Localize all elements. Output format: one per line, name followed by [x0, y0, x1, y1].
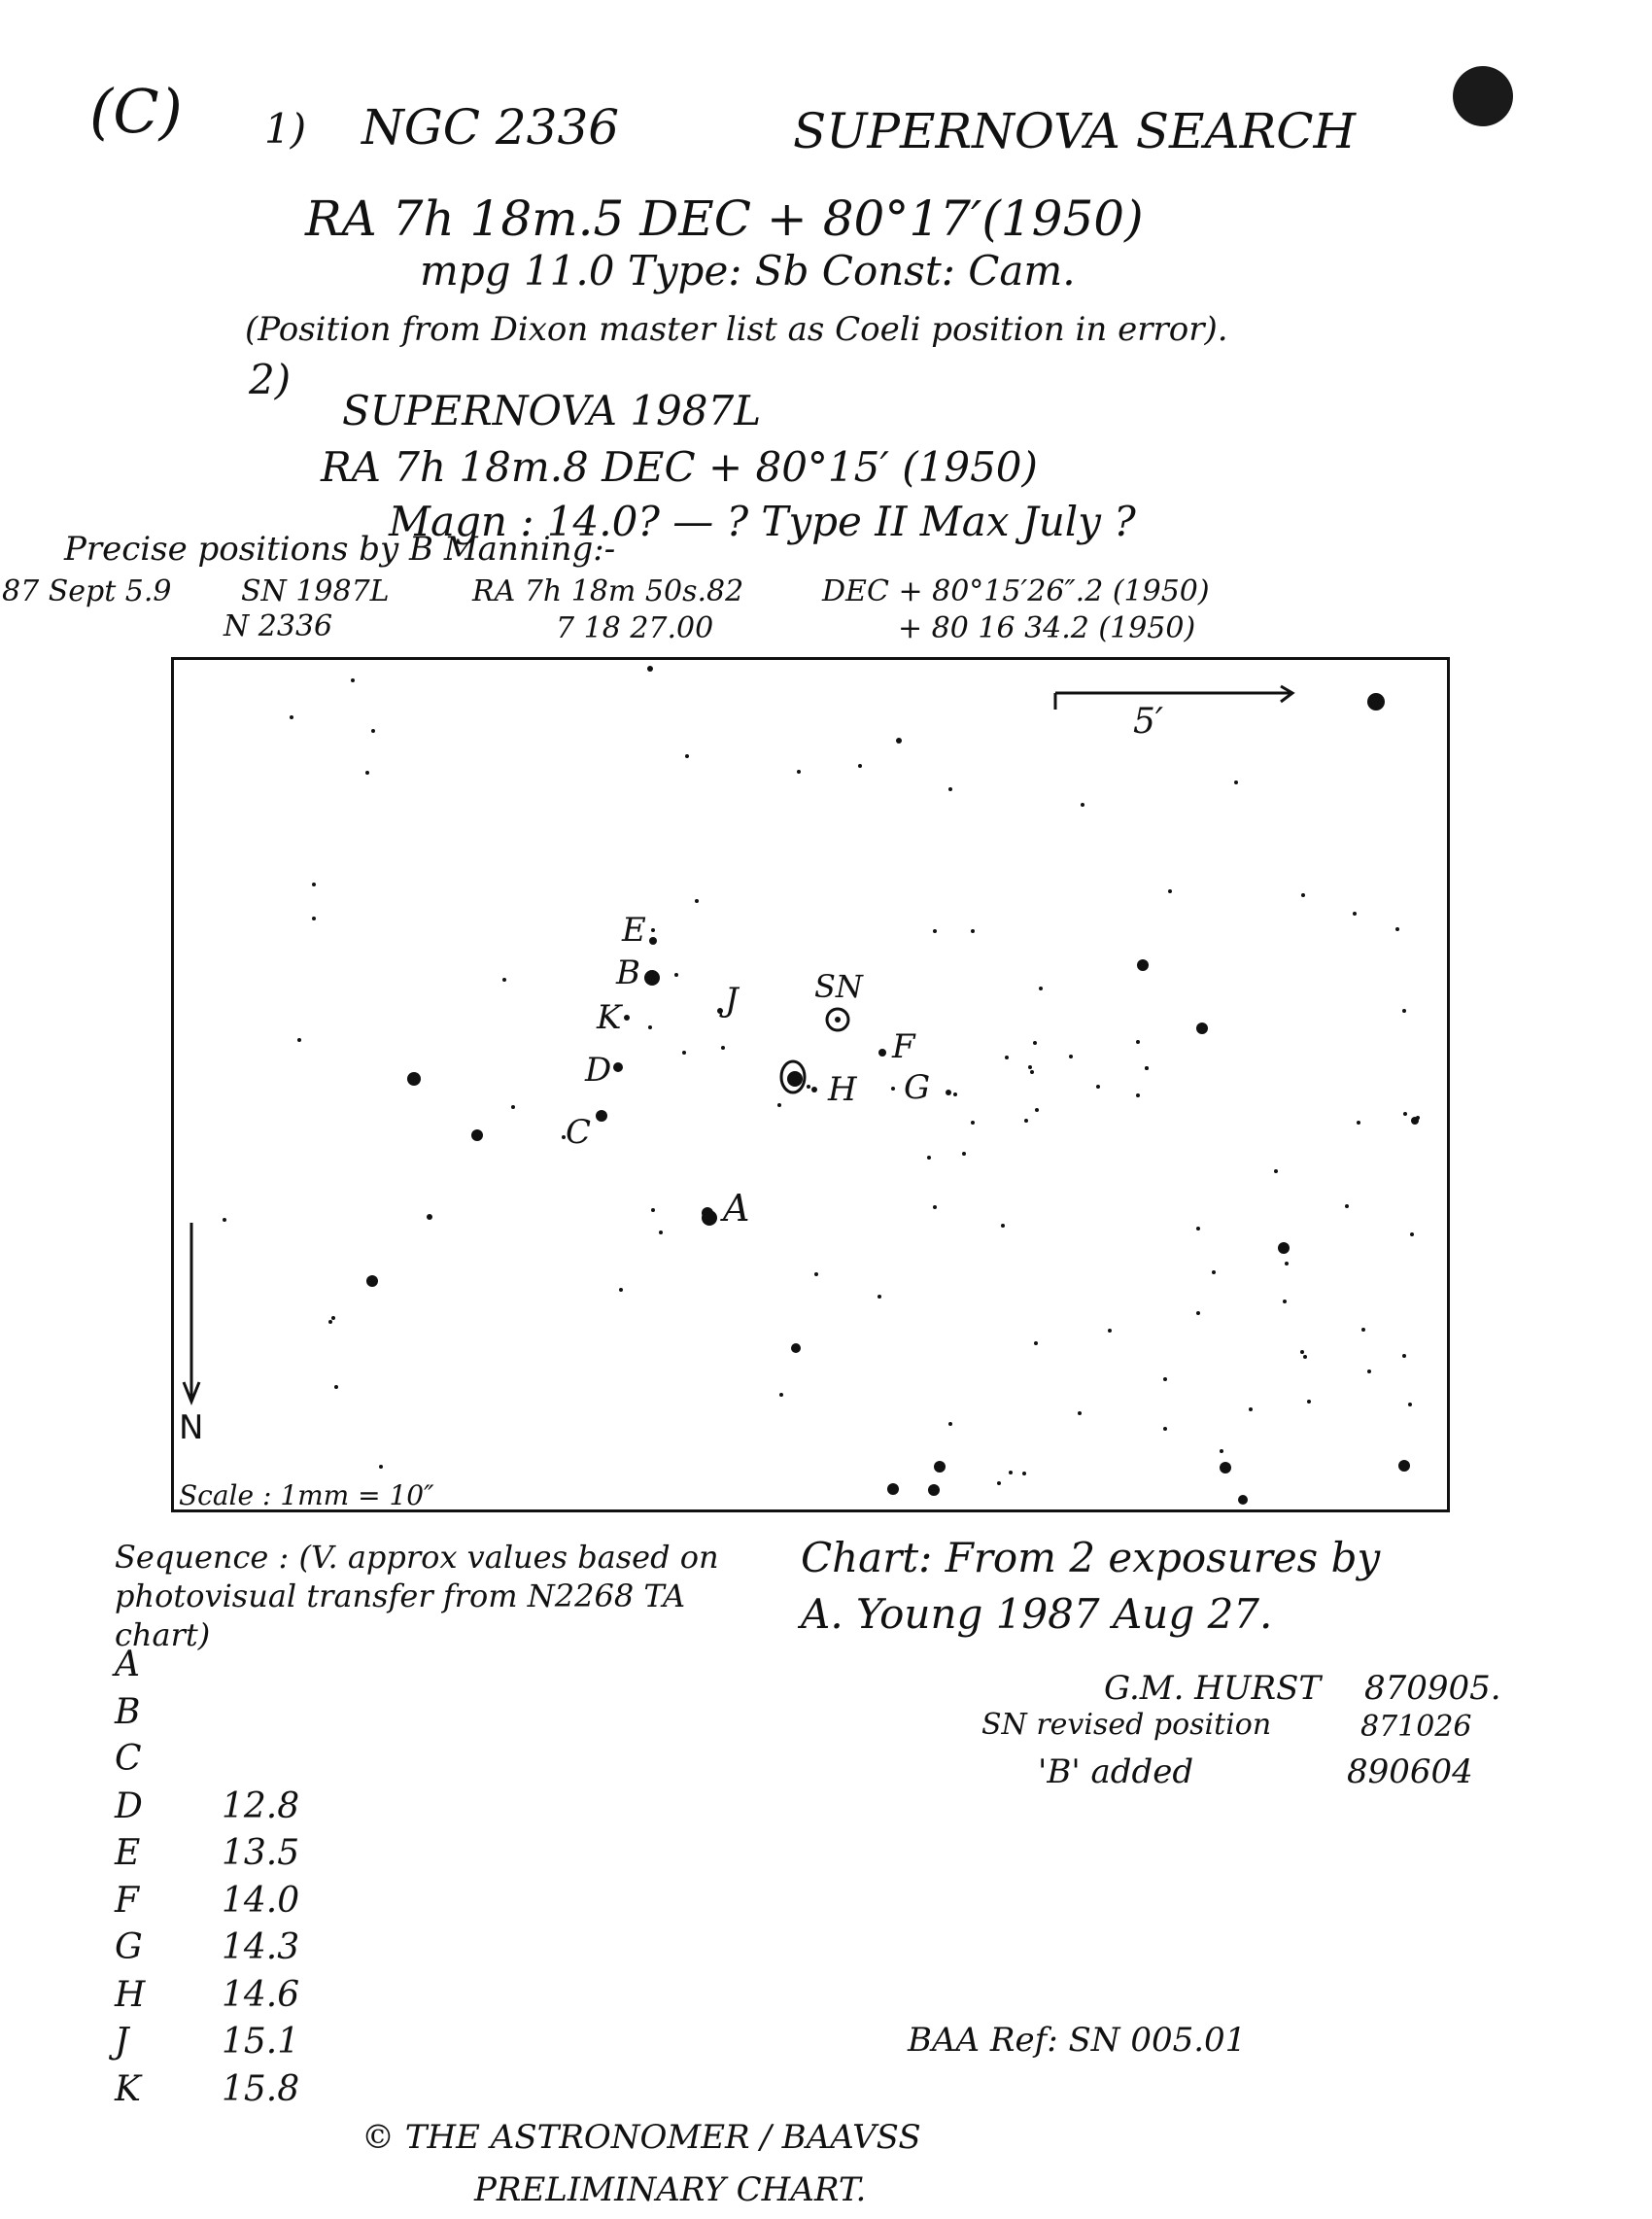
sequence-row	[115, 2069, 299, 2109]
field-star	[797, 770, 801, 774]
field-star	[1078, 1411, 1082, 1415]
field-star	[1039, 987, 1043, 990]
star-E-label: E	[622, 911, 646, 950]
copyright-line: © THE ASTRONOMER / BAAVSS	[361, 2118, 921, 2157]
field-star	[1096, 1085, 1100, 1089]
sequence-star-magnitude: 14.3	[222, 1927, 300, 1967]
star-C-marker	[596, 1110, 607, 1122]
sequence-row	[115, 1927, 299, 1967]
ink-blot	[1453, 66, 1513, 126]
item1-subtitle: SUPERNOVA SEARCH	[793, 103, 1357, 159]
author-date: 870905.	[1364, 1669, 1501, 1708]
field-star	[1163, 1427, 1167, 1431]
sequence-star-label: B	[115, 1691, 141, 1732]
scale-bar-label: 5′	[1133, 702, 1164, 742]
field-star	[695, 899, 699, 903]
field-star	[647, 666, 653, 672]
chart-credit-line1: Chart: From 2 exposures by	[801, 1534, 1381, 1581]
field-star	[407, 1072, 421, 1086]
item2-coords: RA 7h 18m.8 DEC + 80°15′ (1950)	[321, 443, 1038, 491]
supernova-center	[835, 1017, 841, 1023]
field-star	[933, 1205, 937, 1209]
field-star	[1345, 1204, 1349, 1208]
field-star	[777, 1103, 781, 1107]
field-star	[891, 1087, 895, 1091]
star-D-marker	[613, 1062, 623, 1072]
sequence-star-magnitude: 13.5	[222, 1833, 300, 1873]
field-star	[1303, 1355, 1307, 1359]
sequence-star-label: G	[115, 1927, 143, 1967]
author-name: G.M. HURST	[1104, 1669, 1322, 1708]
field-star	[1024, 1119, 1028, 1123]
field-star	[1402, 1354, 1406, 1358]
star-J-marker	[717, 1008, 723, 1014]
precise-row1-date: 87 Sept 5.9	[2, 574, 172, 608]
field-star	[1249, 1407, 1253, 1411]
field-star	[928, 1484, 940, 1496]
sequence-row	[115, 1692, 222, 1732]
field-star	[1137, 959, 1149, 971]
field-star	[1367, 1370, 1371, 1373]
section-label: (C)	[89, 76, 183, 147]
field-star	[1403, 1112, 1407, 1116]
sequence-star-magnitude: 15.1	[222, 2022, 300, 2062]
field-star	[427, 1214, 432, 1220]
sequence-row	[115, 1881, 299, 1921]
field-star	[1168, 889, 1172, 893]
precise-row1-dec: DEC + 80°15′26″.2 (1950)	[822, 574, 1210, 608]
field-star	[682, 1051, 686, 1055]
field-star	[312, 883, 316, 886]
field-star	[1220, 1462, 1231, 1474]
field-star	[1367, 693, 1385, 711]
field-star	[223, 1218, 226, 1222]
field-star	[328, 1320, 332, 1324]
field-star	[948, 787, 952, 791]
baa-reference: BAA Ref: SN 005.01	[908, 2021, 1247, 2060]
star-B-marker	[644, 970, 660, 986]
precise-row2-dec: + 80 16 34.2 (1950)	[898, 611, 1196, 645]
field-star	[511, 1105, 515, 1109]
field-star	[1278, 1242, 1290, 1254]
field-star	[379, 1465, 383, 1469]
sequence-row	[115, 2022, 299, 2062]
field-star	[290, 715, 293, 719]
field-star	[858, 764, 862, 768]
field-star	[366, 1275, 378, 1287]
field-star	[1398, 1460, 1410, 1472]
field-star	[471, 1129, 483, 1141]
sequence-star-label: F	[115, 1880, 139, 1921]
star-F-label: F	[892, 1027, 915, 1066]
scale-bar	[1055, 686, 1292, 710]
star-H-marker	[811, 1087, 817, 1092]
field-star	[1301, 893, 1305, 897]
field-star	[1416, 1116, 1420, 1120]
field-star	[648, 1025, 652, 1029]
field-star	[351, 678, 355, 682]
star-J-label: J	[725, 981, 739, 1020]
star-G-marker	[946, 1090, 951, 1095]
sequence-row	[115, 1645, 222, 1684]
star-A-marker	[702, 1210, 717, 1226]
sequence-star-label: K	[115, 2068, 141, 2109]
field-star	[1395, 927, 1399, 931]
star-K-marker	[624, 1015, 630, 1021]
field-star	[1285, 1262, 1289, 1266]
sequence-row	[115, 1786, 299, 1826]
field-star	[685, 754, 689, 758]
field-star	[1300, 1350, 1304, 1354]
field-star	[1028, 1065, 1032, 1069]
star-F-marker	[878, 1049, 886, 1057]
sequence-star-magnitude: 14.6	[222, 1974, 300, 2015]
field-star	[878, 1295, 881, 1299]
field-star	[1030, 1070, 1034, 1074]
chart-credit-line2: A. Young 1987 Aug 27.	[801, 1590, 1273, 1638]
item2-title: SUPERNOVA 1987L	[342, 387, 762, 434]
preliminary-chart-line: PRELIMINARY CHART.	[474, 2170, 867, 2209]
field-star	[334, 1385, 338, 1389]
field-star	[1136, 1040, 1140, 1044]
field-star	[1234, 780, 1238, 784]
field-star	[312, 917, 316, 920]
sequence-star-magnitude: 15.8	[222, 2068, 300, 2109]
sequence-star-label: A	[115, 1645, 140, 1684]
star-D-label: D	[585, 1051, 612, 1090]
field-star	[896, 738, 902, 744]
field-star	[1145, 1066, 1149, 1070]
field-star	[971, 929, 975, 933]
sequence-row	[115, 1833, 299, 1873]
precise-heading: Precise positions by B Manning:-	[64, 530, 616, 569]
field-star	[1136, 1093, 1140, 1097]
sequence-star-label: J	[115, 2022, 129, 2062]
item1-title: NGC 2336	[361, 99, 620, 156]
north-label: N	[179, 1408, 204, 1447]
star-chart	[171, 657, 1450, 1512]
field-star	[1238, 1495, 1248, 1505]
revised-note: SN revised position	[981, 1708, 1272, 1742]
field-star	[1283, 1300, 1287, 1303]
north-arrow	[184, 1223, 199, 1402]
field-star	[1081, 803, 1084, 807]
field-star	[659, 1231, 663, 1234]
field-star	[791, 1343, 801, 1353]
field-star	[721, 1046, 725, 1050]
sequence-star-label: C	[115, 1739, 142, 1779]
sequence-star-label: D	[115, 1786, 143, 1826]
field-star	[1274, 1169, 1278, 1173]
field-star	[1108, 1329, 1112, 1333]
precise-row1-object: SN 1987L	[241, 574, 390, 608]
field-star	[779, 1393, 783, 1397]
sequence-row	[115, 1975, 299, 2015]
revised-date: 871026	[1360, 1710, 1472, 1744]
field-star	[674, 973, 678, 977]
field-star	[619, 1288, 623, 1292]
b-added-note: 'B' added	[1038, 1752, 1194, 1791]
field-star	[1212, 1270, 1216, 1274]
field-star	[1353, 912, 1357, 916]
field-star	[948, 1422, 952, 1426]
field-star	[502, 978, 506, 982]
item2-details: Magn : 14.0? — ? Type II Max July ?	[389, 498, 1136, 545]
field-star	[1009, 1471, 1013, 1474]
star-C-label: C	[566, 1113, 592, 1152]
sequence-star-magnitude: 14.0	[222, 1880, 300, 1921]
sequence-row	[115, 1739, 222, 1779]
field-star	[371, 729, 375, 733]
field-star	[887, 1483, 899, 1495]
supernova-label: SN	[814, 968, 863, 1005]
field-star	[953, 1092, 957, 1096]
field-star	[807, 1085, 810, 1089]
item1-number: 1)	[264, 105, 307, 153]
precise-row1-ra: RA 7h 18m 50s.82	[472, 574, 744, 608]
field-star	[933, 929, 937, 933]
field-star	[297, 1038, 301, 1042]
field-star	[1307, 1400, 1311, 1404]
item1-coords: RA 7h 18m.5 DEC + 80°17′(1950)	[305, 191, 1144, 247]
field-star	[651, 1208, 655, 1212]
field-star	[962, 1152, 966, 1156]
item1-details: mpg 11.0 Type: Sb Const: Cam.	[420, 247, 1076, 295]
star-K-label: K	[597, 998, 622, 1037]
star-H-label: H	[828, 1070, 857, 1109]
sequence-star-label: E	[115, 1833, 141, 1873]
field-star	[927, 1156, 931, 1160]
field-star	[1196, 1227, 1200, 1231]
star-B-label: B	[616, 953, 640, 992]
field-star	[1022, 1472, 1026, 1475]
field-star	[1408, 1403, 1412, 1406]
item1-note: (Position from Dixon master list as Coeli position in error).	[245, 310, 1228, 349]
field-star	[1033, 1041, 1037, 1045]
sequence-star-magnitude: 12.8	[222, 1786, 300, 1826]
star-E-marker	[649, 937, 657, 945]
field-star	[814, 1272, 818, 1276]
sequence-star-label: H	[115, 1974, 146, 2015]
precise-row2-ra: 7 18 27.00	[556, 611, 714, 645]
b-added-date: 890604	[1347, 1752, 1473, 1791]
field-star	[365, 771, 369, 775]
field-star	[1001, 1224, 1005, 1228]
field-star	[1410, 1232, 1414, 1236]
field-star	[1034, 1341, 1038, 1345]
field-star	[1357, 1121, 1360, 1125]
precise-row2-object: N 2336	[224, 609, 333, 643]
star-A-label: A	[723, 1187, 750, 1230]
field-star	[651, 928, 655, 932]
galaxy-ngc2336-marker	[781, 1061, 805, 1092]
star-G-label: G	[904, 1068, 931, 1107]
field-star	[1220, 1449, 1223, 1453]
field-star	[1196, 1311, 1200, 1315]
field-star	[1005, 1056, 1009, 1059]
field-star	[1361, 1328, 1365, 1332]
field-star	[1163, 1377, 1167, 1381]
field-star	[1402, 1009, 1406, 1013]
field-star	[1196, 1023, 1208, 1034]
scale-note: Scale : 1mm = 10″	[179, 1479, 434, 1511]
item2-number: 2)	[249, 356, 292, 403]
field-star	[997, 1481, 1001, 1485]
sequence-heading: Sequence : (V. approx values based on photovisual transfer from N2268 TA chart)	[115, 1539, 719, 1653]
field-star	[331, 1316, 335, 1320]
field-star	[934, 1461, 946, 1473]
field-star	[1069, 1055, 1073, 1058]
field-star	[971, 1121, 975, 1125]
field-star	[1035, 1108, 1039, 1112]
